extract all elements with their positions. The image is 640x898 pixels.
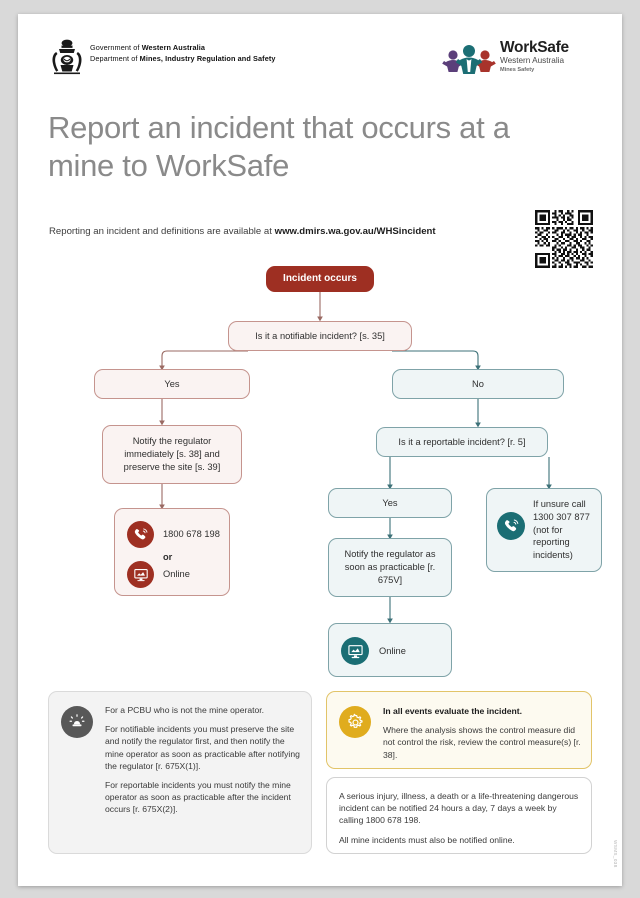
unsure-call-text: If unsure call 1300 307 877 (not for reporting incidents) xyxy=(533,499,590,561)
notifiable-phone-number: 1800 678 198 xyxy=(163,529,220,540)
poster-page xyxy=(18,14,622,886)
note-serious-p2: All mine incidents must also be notified online. xyxy=(339,834,515,845)
note-serious-injury xyxy=(326,777,592,854)
flow-node-yes-notifiable: Yes xyxy=(94,369,250,399)
contact-or-label: or xyxy=(163,552,173,562)
computer-monitor-icon xyxy=(127,561,154,588)
note-serious-body xyxy=(339,790,579,846)
flow-node-incident-occurs: Incident occurs xyxy=(266,266,374,292)
gov-line-2: Department of Mines, Industry Regulation and Safety xyxy=(90,53,276,63)
flow-node-contact-options-notifiable xyxy=(114,508,230,596)
worksafe-name: WorkSafe xyxy=(500,39,569,56)
subtitle-lead: Reporting an incident and definitions are available at xyxy=(49,226,275,237)
worksafe-tagline: Mines Safety xyxy=(500,66,535,73)
note-pcbu-p3: For reportable incidents you must notify the mine operator as soon as practicable after the incident occurs [r. 675X(2)]. xyxy=(105,780,291,815)
note-pcbu-p2: For notifiable incidents you must preserve the site and notify the regulator first, and then notify the mine operator as soon as practicable after notifying the regulator [r. 675X(1)]. xyxy=(105,724,300,771)
gov-line-1: Government of Western Australia xyxy=(90,43,206,52)
worksafe-subtitle: Western Australia xyxy=(500,56,565,66)
note-pcbu-body xyxy=(105,704,301,816)
phone-contact-row xyxy=(127,521,220,548)
phone-ringing-icon xyxy=(497,512,525,540)
notifiable-online-label: Online xyxy=(163,569,190,580)
unsure-icon-wrap xyxy=(497,512,525,540)
subtitle-url: www.dmirs.wa.gov.au/WHSincident xyxy=(274,226,436,237)
phone-ringing-icon xyxy=(127,521,154,548)
flow-node-yes-reportable: Yes xyxy=(328,488,452,518)
reportable-online-label: Online xyxy=(379,645,406,656)
flow-node-online-reportable[interactable] xyxy=(328,623,452,677)
flow-node-question-reportable: Is it a reportable incident? [r. 5] xyxy=(376,427,548,457)
gear-cog-icon xyxy=(339,706,371,738)
flow-node-notify-practicable: Notify the regulator as soon as practicable [r. 675V] xyxy=(328,538,452,597)
alarm-siren-icon xyxy=(61,706,93,738)
flow-node-if-unsure-call xyxy=(486,488,602,572)
note-evaluate-heading: In all events evaluate the incident. xyxy=(383,706,522,716)
note-evaluate-text: Where the analysis shows the control measure did not control the risk, review the control measure(s) [r. 38]. xyxy=(383,725,581,760)
note-evaluate xyxy=(326,691,592,769)
flow-node-question-notifiable: Is it a notifiable incident? [s. 35] xyxy=(228,321,412,351)
online-reportable-row[interactable] xyxy=(341,637,406,665)
note-pcbu-p1: For a PCBU who is not the mine operator. xyxy=(105,705,265,715)
flow-node-notify-immediately: Notify the regulator immediately [s. 38] and preserve the site [s. 39] xyxy=(102,425,242,484)
note-serious-p1: A serious injury, illness, a death or a life-threatening dangerous incident can be notified 24 hours a day, 7 days a week by calling 1800 678 198. xyxy=(339,791,579,826)
document-code: WSMS_038 xyxy=(613,840,618,868)
computer-monitor-icon xyxy=(341,637,369,665)
online-contact-row[interactable] xyxy=(127,561,190,588)
page-title: Report an incident that occurs at a mine to WorkSafe xyxy=(48,110,510,183)
note-pcbu xyxy=(48,691,312,854)
flow-node-no-notifiable: No xyxy=(392,369,564,399)
note-evaluate-body xyxy=(383,705,581,761)
